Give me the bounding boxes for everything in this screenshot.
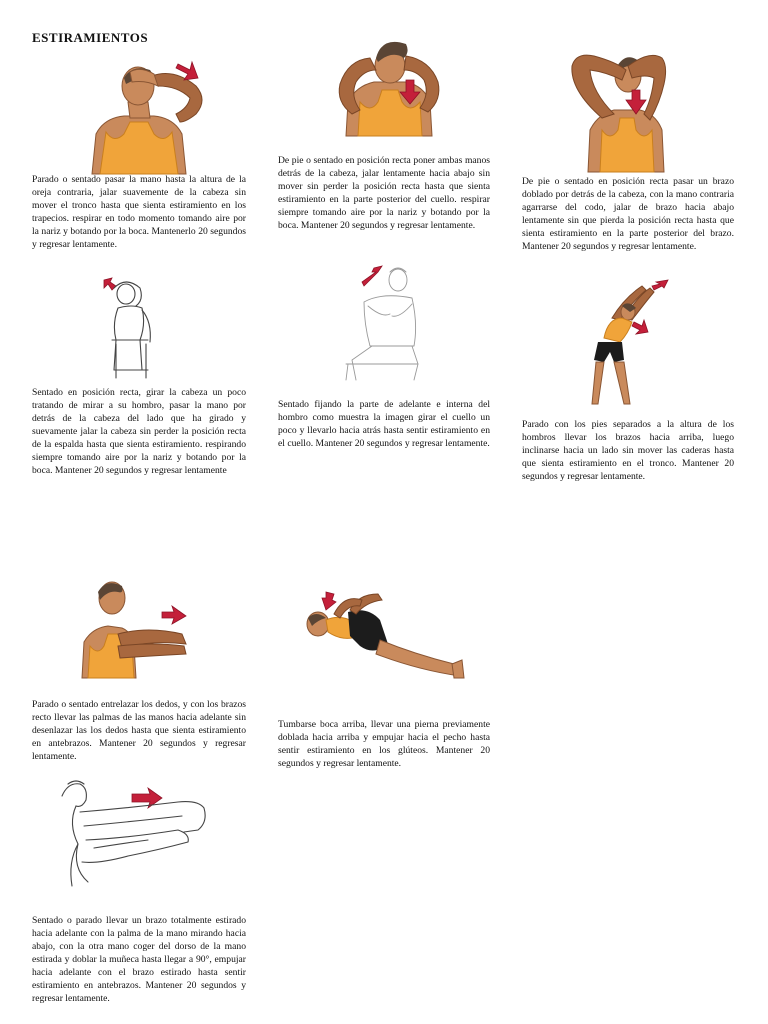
exercise-9-text: Sentado o parado llevar un brazo totalmente estirado hacia adelante con la palma de la mano mirando hacia abajo, con la otra mano coger del dorso de la mano estirada y doblar la muñeca hasta llegar a 90°, empujar hacia adelante con el brazo estirado hasta sentir estiramiento en antebrazos. Mantener 20 segundos y regresar lentamente. [32, 915, 246, 1004]
figure-triceps-stretch [566, 44, 686, 172]
exercise-1-text: Parado o sentado pasar la mano hasta la altura de la oreja contraria, jalar suavemente de la cabeza sin mover el tronco hasta que sienta estiramiento en los trapecios. respirar en todo momento tomando aire por la nariz y botando por la boca. Mantenerlo 20 segundos y regresar lentamente. [32, 174, 246, 250]
exercise-7-text: Parado o sentado entrelazar los dedos, y con los brazos recto llevar las palmas de las manos hacia adelante sin desenlazar las los dedos hasta que sienta estiramiento en antebrazos. Mantener 20 segundos y regresar lentamente. [32, 699, 246, 762]
figure-forearm-interlace-stretch [78, 576, 192, 678]
exercise-6-text: Parado con los pies separados a la altura de los hombros llevar los brazos hacia arriba, luego inclinarse hacia un lado sin mover las caderas hasta que sienta estiramiento en el tronco. Mantener 20 segundos y regresar lentamente. [522, 419, 734, 482]
exercise-8-text: Tumbarse boca arriba, llevar una pierna previamente doblada hacia arriba y empujar hacia el pecho hasta sentir estiramiento en los glúteos. Mantener 20 segundos y regresar lentamente. [278, 719, 490, 769]
figure-neck-side-stretch [74, 56, 214, 174]
figure-seated-neck-extension [342, 264, 422, 380]
exercise-3-text: De pie o sentado en posición recta pasar un brazo doblado por detrás de la cabeza, con la mano contraria agarrarse del codo, jalar de brazo hacia abajo lentamente sin que pierda la posición recta hasta que sienta estiramiento en la parte posterior del brazo. Mantener 20 segundos y regresar lentamente. [522, 176, 734, 252]
figure-seated-head-turn [102, 278, 162, 382]
figure-standing-side-bend [590, 278, 674, 408]
exercise-5-text: Sentado fijando la parte de adelante e interna del hombro como muestra la imagen girar el cuello un poco y llevarlo hacia atrás hasta sentir estiramiento en el cuello. Mantener 20 segundos y regresar lentamente. [278, 399, 490, 449]
figure-neck-back-stretch [330, 30, 450, 136]
exercise-2-text: De pie o sentado en posición recta poner ambas manos detrás de la cabeza, jalar lentamente hacia abajo sin mover sin perder la posición recta hasta que sienta estiramiento en la parte posterior del cuello. respirar siempre tomando aire por la nariz y botando por la boca. Mantener 20 segundos y regresar lentamente. [278, 155, 490, 231]
page-title: ESTIRAMIENTOS [32, 30, 149, 45]
figure-wrist-flexion-stretch [58, 778, 212, 888]
exercise-4-text: Sentado en posición recta, girar la cabeza un poco tratando de mirar a su hombro, pasar la mano por detrás de la cabeza del lado que ha girado y suevamente jalar la cabeza sin perder la posición recta de la espalda hasta que sienta estiramiento. respirando siempre tomando aire por la nariz y botando por la boca. Mantener 20 segundos y regresar lentamente [32, 387, 246, 476]
figure-lying-glute-stretch [304, 590, 464, 690]
